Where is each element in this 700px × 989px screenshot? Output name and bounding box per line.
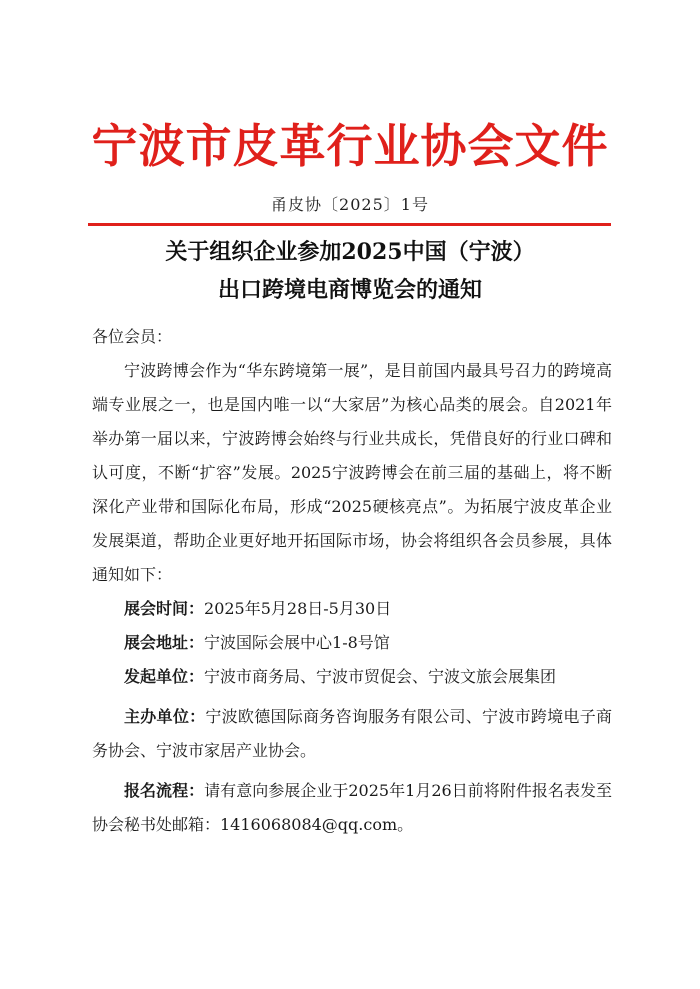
item-label: 展会时间：	[124, 599, 205, 618]
item-exhibition-address	[92, 626, 612, 660]
item-registration-process	[92, 774, 612, 842]
item-label: 展会地址：	[124, 633, 205, 652]
subject-line-1: 关于组织企业参加2025中国（宁波）	[165, 239, 535, 265]
item-value: 宁波国际会展中心1-8号馆	[204, 633, 390, 652]
document-header-title: 宁波市皮革行业协会文件	[91, 119, 609, 173]
document-number: 甬皮协〔2025〕1号	[271, 195, 429, 214]
notice-body	[92, 320, 612, 842]
item-value: 宁波欧德国际商务咨询服务有限公司、宁波市跨境电子商务协会、宁波市家居产业协会。	[92, 707, 612, 760]
item-exhibition-time	[92, 592, 612, 626]
subject-line-2: 出口跨境电商博览会的通知	[217, 277, 482, 303]
item-label: 报名流程：	[124, 781, 205, 800]
item-organizers	[92, 700, 612, 768]
item-value: 2025年5月28日-5月30日	[204, 599, 392, 618]
intro-paragraph: 宁波跨博会作为“华东跨境第一展”，是目前国内最具号召力的跨境高端专业展之一，也是国内唯一以“大家居”为核心品类的展会。自2021年举办第一届以来，宁波跨博会始终与行业共成长，凭借良好的行业口碑和认可度，不断“扩容”发展。2025宁波跨博会在前三届的基础上，将不断深化产业带和国际化布局，形成“2025硬核亮点”。为拓展宁波皮革企业发展渠道，帮助企业更好地开拓国际市场，协会将组织各会员参展，具体通知如下：	[92, 361, 612, 584]
salutation: 各位会员：	[92, 327, 173, 346]
item-label: 主办单位：	[124, 707, 206, 726]
item-label: 发起单位：	[124, 667, 205, 686]
item-value: 请有意向参展企业于2025年1月26日前将附件报名表发至协会秘书处邮箱：1416068084@qq.com。	[92, 781, 612, 834]
header-divider	[88, 223, 611, 226]
item-value: 宁波市商务局、宁波市贸促会、宁波文旅会展集团	[204, 667, 557, 686]
item-initiating-units	[92, 660, 612, 694]
notice-subject	[0, 233, 700, 309]
